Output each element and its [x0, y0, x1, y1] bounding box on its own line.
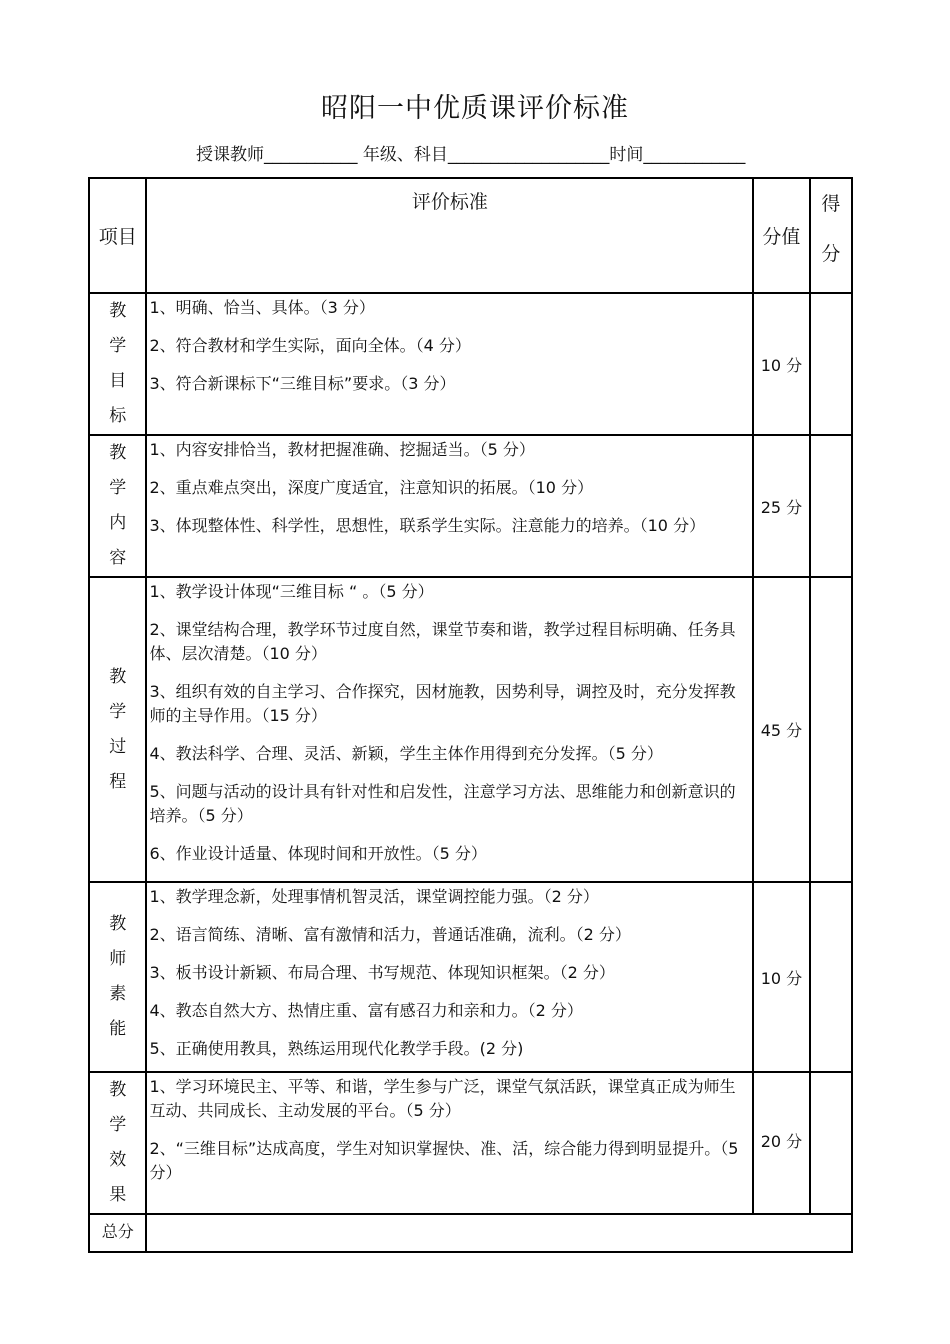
section-row-teacher-competence [89, 882, 852, 1072]
header-value: 分值 [753, 178, 809, 293]
criterion: 1、教学设计体现“三维目标 “ 。（5 分） [149, 582, 434, 601]
criterion: 2、语言简练、清晰、富有激情和活力，普通话准确，流利。（2 分） [149, 925, 631, 944]
total-row [89, 1214, 852, 1252]
section-row-teaching-process [89, 577, 852, 882]
criterion: 5、问题与活动的设计具有针对性和启发性，注意学习方法、思维能力和创新意识的培养。（5 分） [149, 782, 736, 825]
header-score [810, 178, 852, 293]
criterion: 3、组织有效的自主学习、合作探究，因材施教，因势利导，调控及时，充分发挥教师的主导作用。（15 分） [149, 682, 736, 725]
criterion: 1、学习环境民主、平等、和谐，学生参与广泛，课堂气氛活跃，课堂真正成为师生互动、共同成长、主动发展的平台。（5 分） [149, 1077, 736, 1120]
value-cell: 10 分 [753, 293, 809, 435]
criterion: 5、正确使用教具，熟练运用现代化教学手段。(2 分) [149, 1039, 524, 1058]
criterion: 3、体现整体性、科学性，思想性，联系学生实际。注意能力的培养。（10 分） [149, 516, 706, 535]
criterion: 6、作业设计适量、体现时间和开放性。（5 分） [149, 844, 487, 863]
section-item-label [89, 435, 146, 577]
header-criteria: 评价标准 [146, 178, 753, 293]
section-item-label [89, 293, 146, 435]
criterion: 3、板书设计新颖、布局合理、书写规范、体现知识框架。（2 分） [149, 963, 615, 982]
value-cell: 10 分 [753, 882, 809, 1072]
criterion: 2、课堂结构合理，教学环节过度自然，课堂节奏和谐，教学过程目标明确、任务具体、层次清楚。（10 分） [149, 620, 736, 663]
criterion: 1、明确、恰当、具体。（3 分） [149, 298, 375, 317]
section-item-text: 教 师 素 能 [109, 914, 127, 1039]
value-cell: 20 分 [753, 1072, 809, 1214]
score-cell[interactable] [810, 577, 852, 882]
section-row-teaching-effect [89, 1072, 852, 1214]
value-cell: 25 分 [753, 435, 809, 577]
form-info-line: 授课教师___________ 年级、科目___________________时间____________ [196, 145, 746, 165]
header-row [89, 178, 852, 293]
evaluation-table [88, 177, 853, 1253]
score-cell[interactable] [810, 882, 852, 1072]
criteria-cell [146, 1072, 753, 1214]
section-row-teaching-content [89, 435, 852, 577]
total-label: 总分 [89, 1214, 146, 1252]
section-item-label [89, 1072, 146, 1214]
criterion: 1、教学理念新，处理事情机智灵活，课堂调控能力强。（2 分） [149, 887, 599, 906]
criterion: 4、教态自然大方、热情庄重、富有感召力和亲和力。（2 分） [149, 1001, 583, 1020]
score-cell[interactable] [810, 435, 852, 577]
header-score-text: 得 分 [821, 193, 841, 265]
criterion: 4、教法科学、合理、灵活、新颖，学生主体作用得到充分发挥。（5 分） [149, 744, 663, 763]
section-item-label [89, 882, 146, 1072]
score-cell[interactable] [810, 293, 852, 435]
section-item-text: 教 学 内 容 [109, 443, 127, 568]
criterion: 2、重点难点突出，深度广度适宜，注意知识的拓展。（10 分） [149, 478, 594, 497]
section-row-teaching-goals [89, 293, 852, 435]
criteria-cell [146, 577, 753, 882]
section-item-text: 教 学 目 标 [109, 301, 127, 426]
criterion: 2、“三维目标”达成高度，学生对知识掌握快、准、活，综合能力得到明显提升。（5 分） [149, 1139, 739, 1182]
section-item-text: 教 学 效 果 [109, 1080, 127, 1205]
criteria-cell [146, 882, 753, 1072]
criterion: 2、符合教材和学生实际，面向全体。（4 分） [149, 336, 471, 355]
section-item-text: 教 学 过 程 [109, 666, 127, 792]
page-title: 昭阳一中优质课评价标准 [321, 93, 629, 124]
total-value-cell[interactable] [146, 1214, 852, 1252]
header-item: 项目 [89, 178, 146, 293]
value-cell: 45 分 [753, 577, 809, 882]
section-item-label [89, 577, 146, 882]
criterion: 3、符合新课标下“三维目标”要求。（3 分） [149, 374, 456, 393]
score-cell[interactable] [810, 1072, 852, 1214]
criterion: 1、内容安排恰当，教材把握准确、挖掘适当。（5 分） [149, 440, 535, 459]
criteria-cell [146, 435, 753, 577]
criteria-cell [146, 293, 753, 435]
